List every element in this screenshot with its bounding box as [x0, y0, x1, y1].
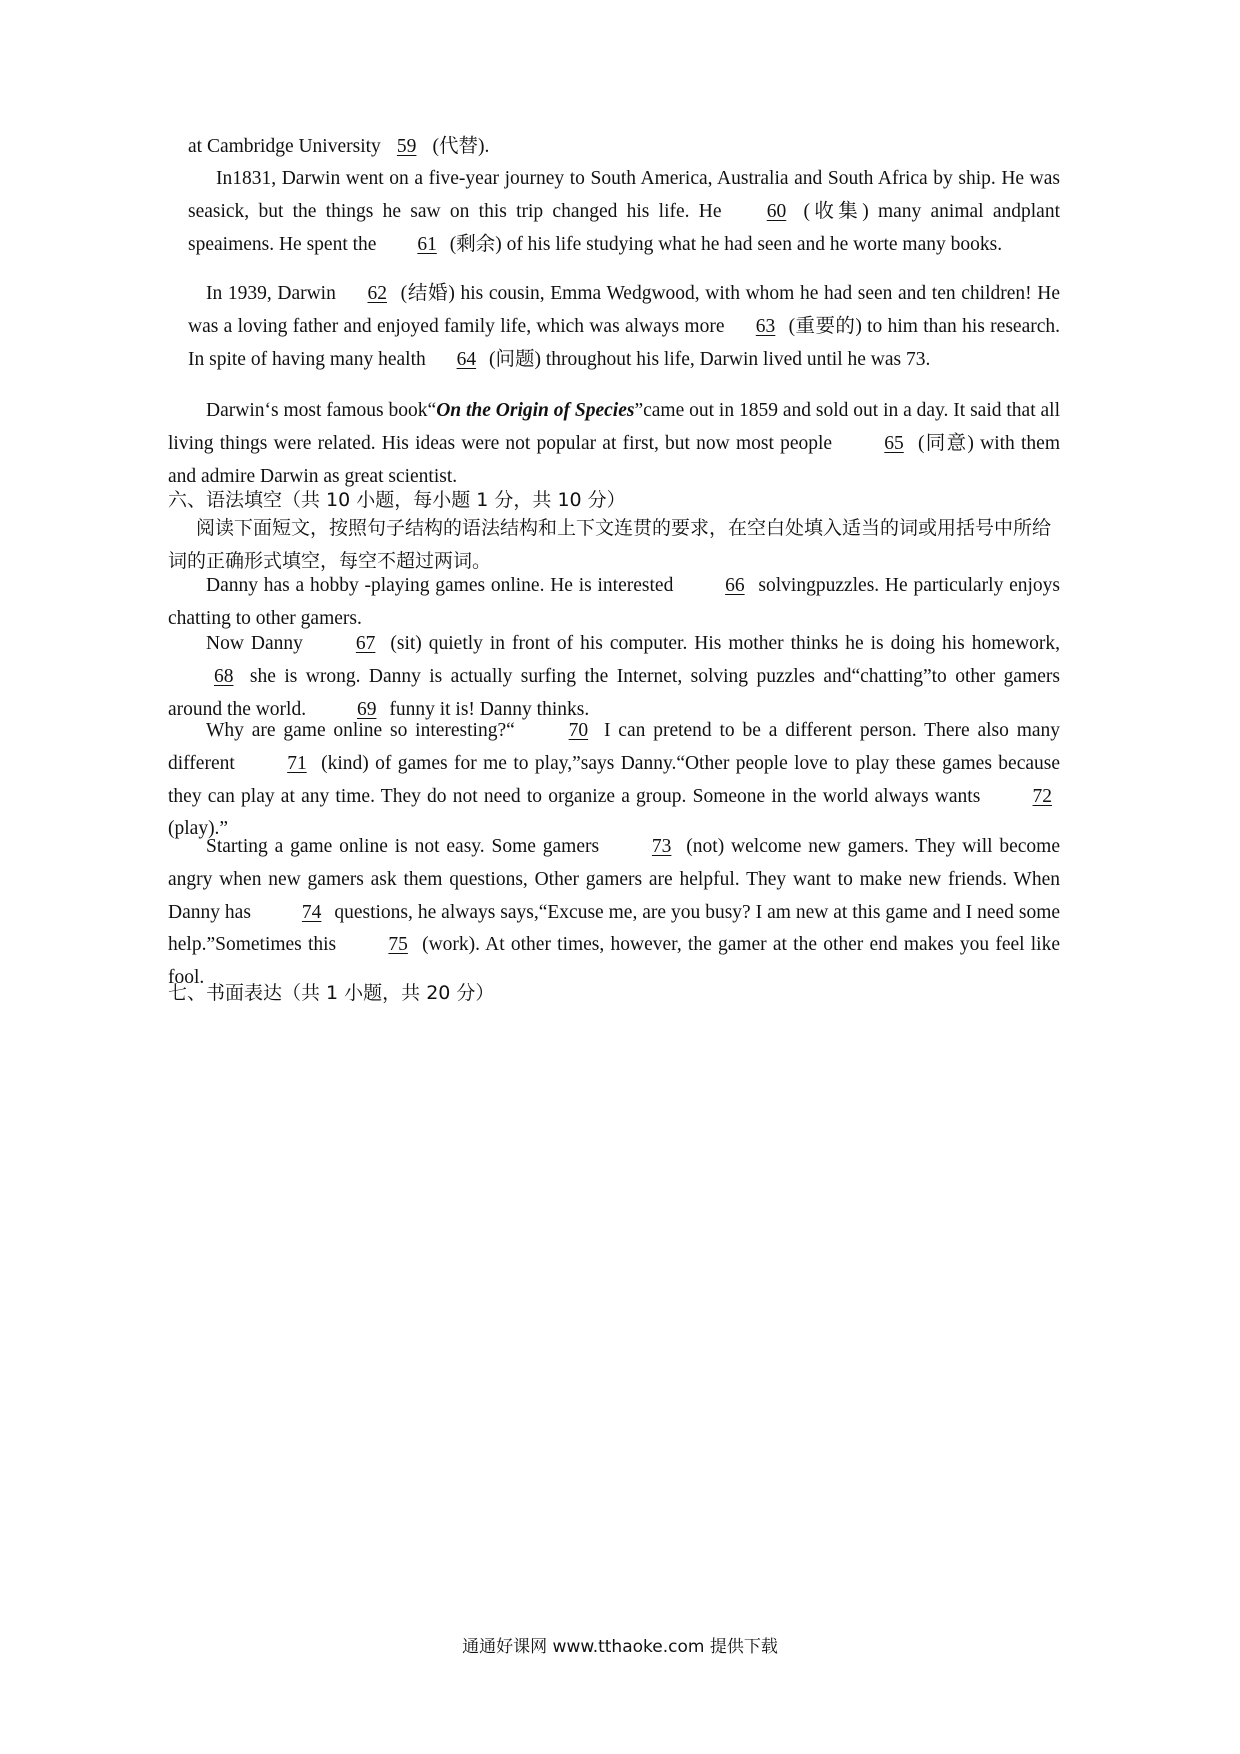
text: funny it is! Danny thinks.: [389, 698, 590, 720]
text: she is wrong. Danny is actually surfing the Internet, solving puzzles and“chatting”to other gamers around the world.: [168, 665, 1060, 720]
text: (work). At other times, however, the gamer at the other end makes you feel like fool.: [168, 934, 1060, 989]
text: (重要的) to him than his research. In spite of having many health: [188, 315, 1060, 370]
blank-69: 69: [356, 698, 377, 720]
text: (结婚) his cousin, Emma Wedgwood, with whom he had seen and ten children! He was a loving father and enjoyed family life, which was always more: [188, 283, 1060, 337]
text: (play).”: [168, 818, 229, 840]
blank-68: 68: [214, 665, 234, 687]
text: In 1939, Darwin: [206, 283, 336, 304]
text: In1831, Darwin went on a five-year journey to South America, Australia and South Africa by ship. He was seasick, but the things he saw on this trip changed his life. He: [188, 168, 1060, 222]
blank-67: 67: [355, 633, 376, 654]
blank-66: 66: [725, 575, 745, 596]
book-title: On the Origin of Species: [436, 400, 635, 421]
paragraph-starting-game: [168, 831, 1060, 995]
blank-65: 65: [884, 432, 904, 454]
text: Now Danny: [206, 633, 303, 654]
blank-73: 73: [651, 836, 672, 857]
paragraph-danny-computer: [168, 628, 1060, 726]
paragraph-danny-hobby: [168, 570, 1060, 636]
text: (收集) many animal andplant speaimens. He spent the: [188, 200, 1060, 255]
text: questions, he always says,“Excuse me, are you busy? I am new at this game and I need some help.”Sometimes this: [168, 901, 1061, 956]
text: Darwin‘s most famous book“: [206, 400, 437, 421]
text: (not) welcome new gamers. They will become angry when new gamers ask them questions, Other gamers are helpful. They want to make new friends. When Danny has: [168, 836, 1061, 923]
blank-59: 59: [396, 136, 417, 157]
text: (代替).: [432, 136, 490, 157]
text: (剩余) of his life studying what he had seen and he worte many books.: [449, 233, 1003, 255]
text: ”came out in 1859 and sold out in a day. It said that all living things were related. His ideas were not popular at first, but now most people: [168, 400, 1060, 454]
paragraph-cambridge: [188, 131, 1060, 164]
blank-62: 62: [367, 283, 387, 304]
blank-61: 61: [417, 233, 437, 255]
paragraph-journey: [188, 163, 1060, 261]
section-6-instructions: 阅读下面短文，按照句子结构的语法结构和上下文连贯的要求，在空白处填入适当的词或用括号中所给词的正确形式填空，每空不超过两词。: [168, 517, 1052, 572]
text: Why are game online so interesting?“: [206, 720, 515, 741]
text: (sit) quietly in front of his computer. His mother thinks he is doing his homework,: [390, 633, 1061, 654]
section-7-heading: 七、书面表达（共 1 小题，共 20 分）: [168, 982, 495, 1004]
text: solvingpuzzles. He particularly enjoys chatting to other gamers.: [168, 575, 1061, 629]
blank-74: 74: [301, 901, 322, 923]
section-6-heading: 六、语法填空（共 10 小题，每小题 1 分，共 10 分）: [168, 489, 626, 511]
blank-70: 70: [568, 720, 589, 741]
text: at Cambridge University: [188, 136, 381, 157]
paragraph-why-online: [168, 715, 1060, 846]
text: Starting a game online is not easy. Some gamers: [206, 836, 600, 857]
paragraph-origin-of-species: [168, 395, 1060, 493]
blank-72: 72: [1032, 785, 1053, 807]
text: (问题) throughout his life, Darwin lived until he was 73.: [488, 348, 931, 370]
blank-64: 64: [456, 348, 477, 370]
blank-71: 71: [287, 752, 307, 774]
text: I can pretend to be a different person. There also many different: [168, 720, 1061, 774]
paragraph-marriage: [188, 278, 1060, 376]
text: (同意) with them and admire Darwin as great scientist.: [168, 432, 1060, 487]
footer-download-note: 通通好课网 www.tthaoke.com 提供下载: [462, 1637, 778, 1657]
text: (kind) of games for me to play,”says Danny.“Other people love to play these games because they can play at any time. They do not need to organize a group. Someone in the world always wants: [168, 752, 1061, 807]
blank-60: 60: [766, 200, 787, 222]
blank-63: 63: [755, 315, 776, 337]
blank-75: 75: [388, 934, 408, 956]
text: Danny has a hobby -playing games online. He is interested: [206, 575, 674, 596]
